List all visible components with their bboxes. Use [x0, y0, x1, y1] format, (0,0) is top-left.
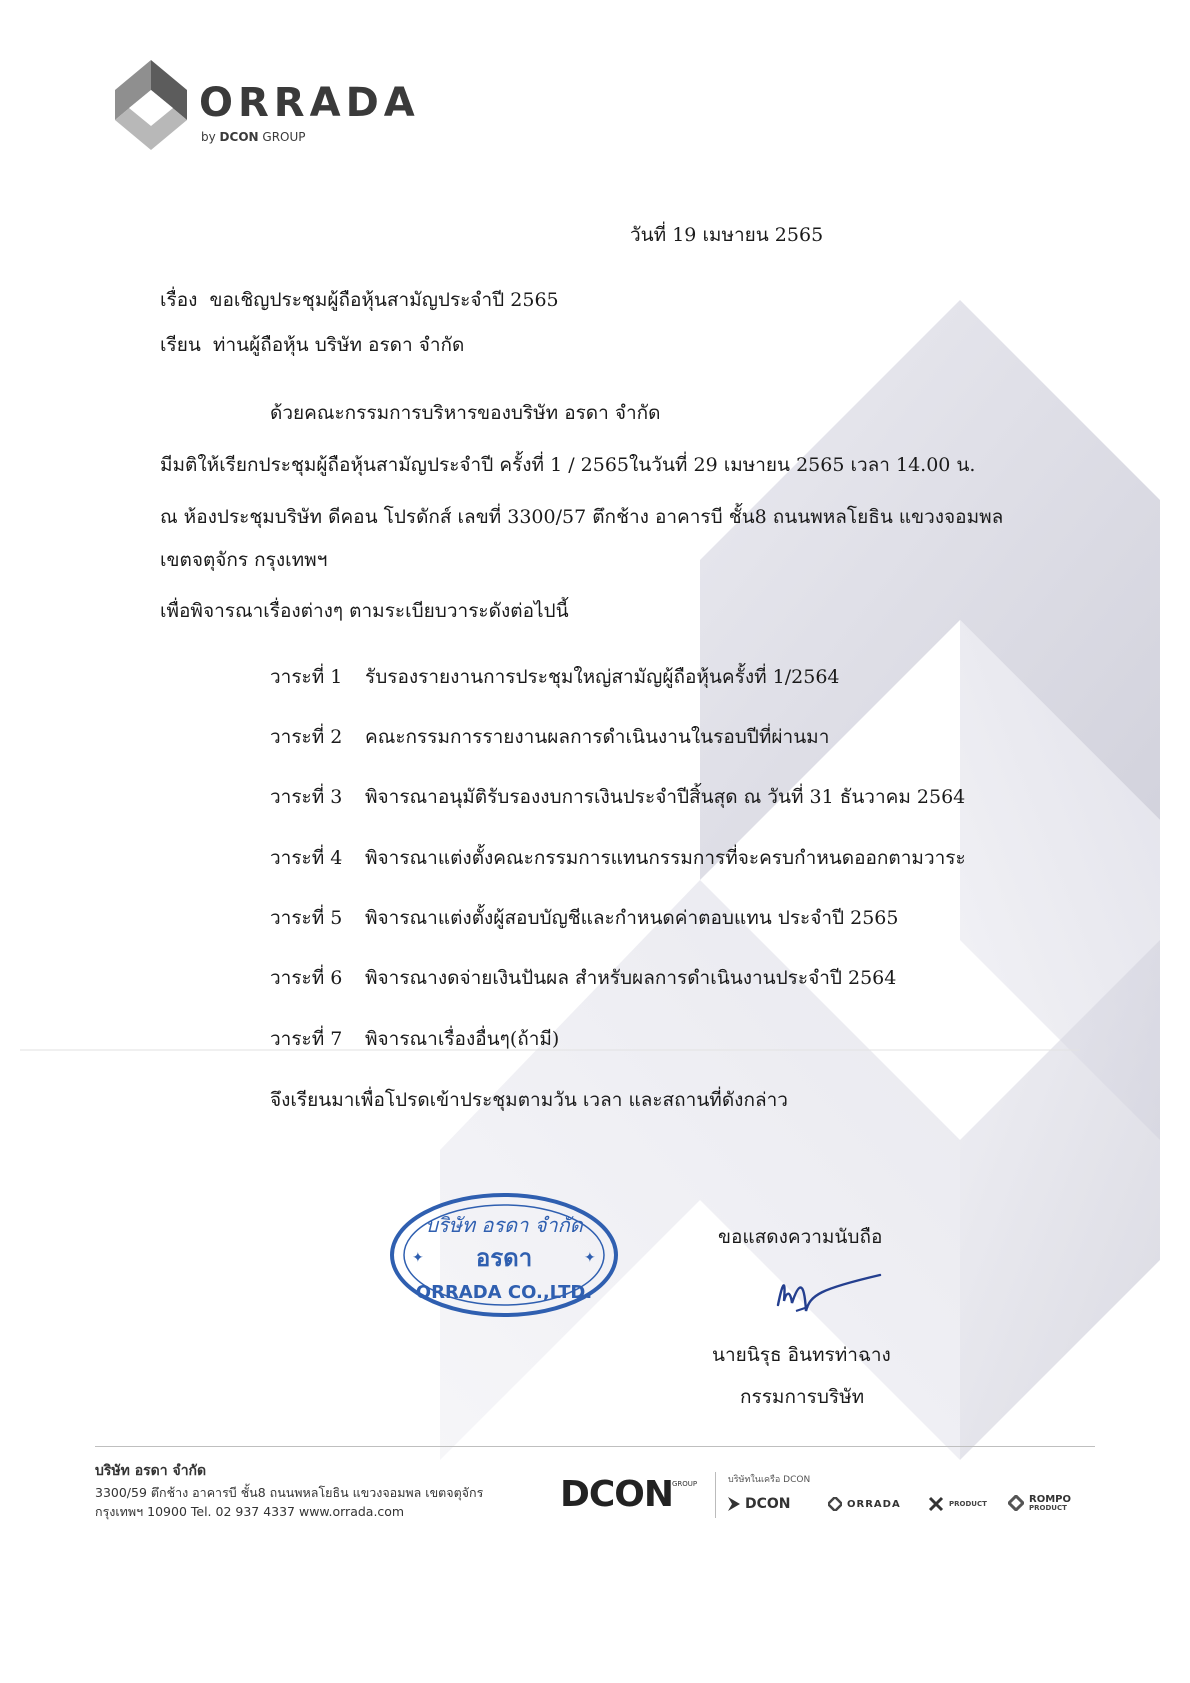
subject-label: เรื่อง [160, 289, 198, 311]
orrada-logo-mark-icon [115, 60, 187, 150]
agenda-text: พิจารณางดจ่ายเงินปันผล สำหรับผลการดำเนินงานประจำปี 2564 [365, 967, 897, 989]
dcon-chevron-icon [728, 1497, 740, 1511]
agenda-item [270, 903, 898, 933]
footer-company-name: บริษัท อรดา จำกัด [95, 1463, 207, 1479]
agenda-item [270, 782, 965, 812]
agenda-label: วาระที่ 6 [270, 967, 343, 989]
footer-brand-rompo [1008, 1494, 1071, 1512]
signer-name: นายนิรุธ อินทรท่าฉาง [712, 1344, 891, 1366]
agenda-label: วาระที่ 7 [270, 1028, 343, 1050]
logo-byline [201, 130, 306, 144]
footer-dcon-group: GROUP [672, 1480, 698, 1488]
agenda-text: พิจารณาแต่งตั้งผู้สอบบัญชีและกำหนดค่าตอบแทน ประจำปี 2565 [365, 907, 899, 929]
footer-dcon-logo: DCON [560, 1474, 674, 1515]
agenda-text: รับรองรายงานการประชุมใหญ่สามัญผู้ถือหุ้นครั้งที่ 1/2564 [365, 666, 840, 688]
closing-paragraph: จึงเรียนมาเพื่อโปรดเข้าประชุมตามวัน เวลา และสถานที่ดังกล่าว [270, 1089, 788, 1111]
agenda-text: พิจารณาเรื่องอื่นๆ(ถ้ามี) [365, 1028, 560, 1050]
orrada-diamond-icon [828, 1497, 842, 1511]
brand-sub-label: PRODUCT [1029, 1504, 1067, 1512]
brand-label: DCON [745, 1496, 791, 1512]
logo-wordmark: ORRADA [199, 80, 420, 126]
brand-label: PRODUCT [949, 1499, 987, 1508]
subject-line [160, 285, 559, 315]
agenda-text: พิจารณาแต่งตั้งคณะกรรมการแทนกรรมการที่จะครบกำหนดออกตามวาระ [365, 847, 966, 869]
agenda-item [270, 662, 840, 692]
brand-label: ORRADA [847, 1498, 901, 1510]
agenda-label: วาระที่ 5 [270, 907, 343, 929]
svg-text:✦: ✦ [412, 1250, 424, 1266]
brand-rompo-text [1029, 1494, 1071, 1512]
signer-title: กรรมการบริษัท [740, 1386, 865, 1408]
paragraph-1: ด้วยคณะกรรมการบริหารของบริษัท อรดา จำกัด [270, 402, 661, 424]
recipient-line [160, 330, 464, 360]
subject-text: ขอเชิญประชุมผู้ถือหุ้นสามัญประจำปี 2565 [209, 289, 559, 311]
paragraph-2: มีมติให้เรียกประชุมผู้ถือหุ้นสามัญประจำปี ครั้งที่ 1 / 2565ในวันที่ 29 เมษายน 2565 เวลา 14.00 น. [160, 454, 976, 476]
paragraph-4: เขตจตุจักร กรุงเทพฯ [160, 549, 328, 571]
agenda-label: วาระที่ 1 [270, 666, 343, 688]
paragraph-5: เพื่อพิจารณาเรื่องต่างๆ ตามระเบียบวาระดังต่อไปนี้ [160, 600, 569, 622]
agenda-text: พิจารณาอนุมัติรับรองงบการเงินประจำปีสิ้นสุด ณ วันที่ 31 ธันวาคม 2564 [365, 786, 966, 808]
stamp-middle-text: อรดา [475, 1243, 533, 1272]
product-x-icon [928, 1496, 944, 1512]
agenda-item [270, 963, 896, 993]
stamp-top-text: บริษัท อรดา จำกัด [425, 1213, 583, 1237]
footer-subsidiary-heading: บริษัทในเครือ DCON [728, 1475, 811, 1485]
agenda-label: วาระที่ 4 [270, 847, 343, 869]
regards-text: ขอแสดงความนับถือ [718, 1226, 883, 1248]
footer-brand-product [928, 1496, 987, 1512]
footer-address-line-1: 3300/59 ตึกช้าง อาคารบี ชั้น8 ถนนพหลโยธิน แขวงจอมพล เขตจตุจักร [95, 1485, 484, 1500]
paragraph-3: ณ ห้องประชุมบริษัท ดีคอน โปรดักส์ เลขที่ 3300/57 ตึกช้าง อาคารบี ชั้น8 ถนนพหลโยธิน แขวงจอมพล [160, 506, 1004, 528]
footer-brand-orrada [828, 1497, 901, 1511]
agenda-item [270, 843, 966, 873]
handwritten-signature [760, 1255, 890, 1325]
footer-vertical-divider [715, 1472, 716, 1518]
letter-date: วันที่ 19 เมษายน 2565 [630, 224, 824, 246]
agenda-label: วาระที่ 3 [270, 786, 343, 808]
agenda-text: คณะกรรมการรายงานผลการดำเนินงานในรอบปีที่ผ่านมา [365, 726, 830, 748]
svg-text:✦: ✦ [584, 1250, 596, 1266]
footer-address-line-2: กรุงเทพฯ 10900 Tel. 02 937 4337 www.orrada.com [95, 1504, 405, 1519]
footer-brand-dcon [728, 1496, 791, 1512]
logo-group: DCON [219, 130, 259, 144]
agenda-item [270, 722, 829, 752]
agenda-item [270, 1024, 559, 1054]
recipient-text: ท่านผู้ถือหุ้น บริษัท อรดา จำกัด [212, 334, 465, 356]
logo-by: by [201, 130, 216, 144]
logo-group-suffix: GROUP [262, 130, 306, 144]
footer-divider [95, 1446, 1095, 1447]
recipient-label: เรียน [160, 334, 201, 356]
stamp-bottom-text: ORRADA CO.,LTD. [415, 1282, 593, 1303]
brand-label: ROMPO [1029, 1494, 1071, 1505]
company-stamp [388, 1190, 620, 1324]
agenda-label: วาระที่ 2 [270, 726, 343, 748]
rompo-chevron-icon [1008, 1495, 1024, 1511]
